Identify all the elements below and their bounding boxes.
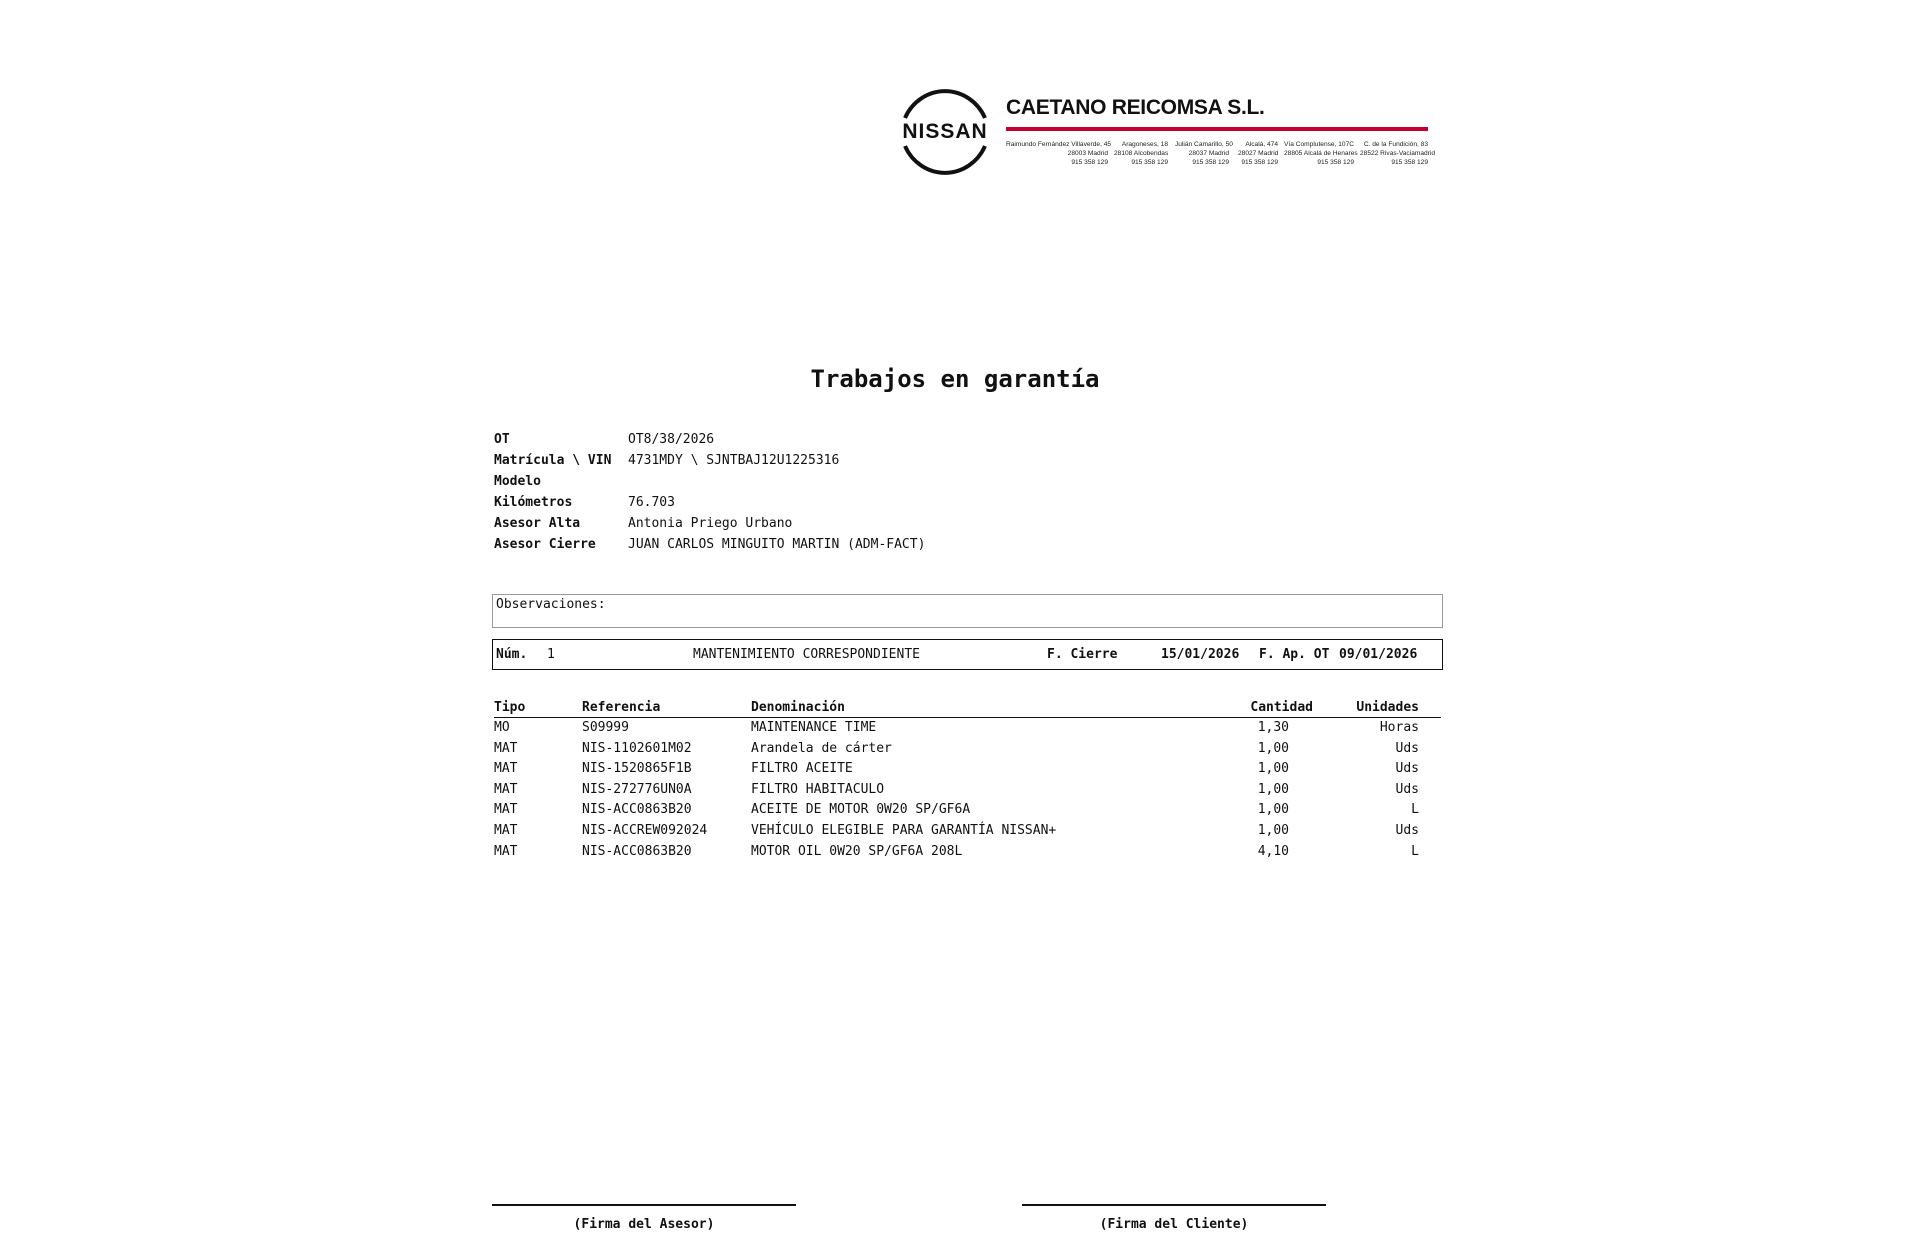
branch-address: [1175, 141, 1233, 167]
order-info: [494, 429, 925, 555]
cell-tipo: MAT: [494, 822, 518, 838]
cell-referencia: NIS-1102601M02: [582, 740, 692, 756]
branch-address: [1238, 141, 1278, 167]
info-label: Asesor Cierre: [494, 537, 596, 552]
advisor-signature-label: (Firma del Asesor): [573, 1217, 715, 1232]
table-row: [494, 800, 1441, 821]
work-description: MANTENIMIENTO CORRESPONDIENTE: [693, 647, 920, 662]
cell-denominacion: ACEITE DE MOTOR 0W20 SP/GF6A: [751, 802, 971, 818]
table-row: [494, 759, 1441, 780]
branch-phone: 915 358 129: [1241, 158, 1278, 166]
observations-box: [492, 594, 1443, 628]
cell-unidades: Uds: [1395, 761, 1419, 777]
branch-street: Raimundo Fernández Villaverde, 45: [1006, 141, 1112, 148]
cell-unidades: Uds: [1395, 740, 1419, 756]
observations-label: Observaciones:: [496, 597, 606, 612]
items-table: [494, 700, 1441, 862]
cell-unidades: L: [1411, 843, 1419, 859]
f-cierre-value: 15/01/2026: [1161, 647, 1240, 662]
cell-tipo: MAT: [494, 843, 518, 859]
info-row-asesor-alta: [494, 513, 925, 534]
cell-referencia: NIS-ACC0863B20: [582, 843, 692, 859]
branch-city: 28522 Rivas-Vaciamadrid: [1360, 149, 1436, 157]
header-tipo: Tipo: [494, 700, 526, 715]
cell-unidades: Uds: [1395, 822, 1419, 838]
work-num-label: Núm.: [496, 647, 528, 662]
f-ap-value: 09/01/2026: [1339, 647, 1418, 662]
cell-cantidad: 4,10: [1257, 843, 1289, 859]
cell-cantidad: 1,30: [1257, 720, 1289, 735]
cell-denominacion: MAINTENANCE TIME: [751, 720, 877, 735]
branch-city: 28805 Alcalá de Henares: [1284, 149, 1358, 157]
branch-city: 28037 Madrid: [1188, 149, 1229, 157]
cell-denominacion: FILTRO HABITACULO: [751, 781, 885, 797]
cell-tipo: MAT: [494, 761, 518, 777]
branch-street: Vía Complutense, 107C: [1284, 141, 1355, 148]
cell-cantidad: 1,00: [1257, 740, 1289, 756]
table-row: [494, 821, 1441, 842]
header-referencia: Referencia: [582, 700, 661, 715]
info-label: Modelo: [494, 474, 541, 489]
info-value: 4731MDY \ SJNTBAJ12U1225316: [628, 453, 840, 468]
branch-address: [1006, 141, 1112, 167]
info-label: Asesor Alta: [494, 516, 581, 531]
branch-phone: 915 358 129: [1131, 158, 1168, 166]
client-signature-line: [1022, 1204, 1326, 1206]
branch-phone: 915 358 129: [1192, 158, 1229, 166]
cell-unidades: Uds: [1395, 781, 1419, 797]
cell-tipo: MAT: [494, 802, 518, 818]
branch-street: C. de la Fundición, 83: [1363, 141, 1428, 148]
branch-phone: 915 358 129: [1391, 158, 1428, 166]
info-value: OT8/38/2026: [628, 432, 715, 447]
info-row-modelo: [494, 471, 925, 492]
branch-street: Aragoneses, 18: [1121, 141, 1168, 148]
table-row: [494, 842, 1441, 863]
branch-address: [1284, 141, 1358, 167]
info-value: Antonia Priego Urbano: [628, 516, 793, 531]
table-row: [494, 718, 1441, 739]
cell-cantidad: 1,00: [1257, 761, 1289, 777]
client-signature-label: (Firma del Cliente): [1099, 1217, 1249, 1232]
cell-denominacion: MOTOR OIL 0W20 SP/GF6A 208L: [751, 843, 963, 859]
info-value: JUAN CARLOS MINGUITO MARTIN (ADM-FACT): [628, 537, 926, 552]
header-cantidad: Cantidad: [1250, 700, 1313, 715]
f-cierre-label: F. Cierre: [1047, 647, 1118, 662]
branch-street: Julián Camarillo, 50: [1175, 141, 1233, 148]
info-row-ot: [494, 429, 925, 450]
info-label: Matrícula \ VIN: [494, 453, 612, 468]
info-row-asesor-cierre: [494, 534, 925, 555]
cell-referencia: NIS-1520865F1B: [582, 761, 692, 777]
cell-referencia: NIS-ACC0863B20: [582, 802, 692, 818]
work-num: 1: [547, 647, 555, 662]
cell-tipo: MAT: [494, 740, 518, 756]
advisor-signature-line: [492, 1204, 796, 1206]
header-unidades: Unidades: [1356, 700, 1419, 715]
table-row: [494, 739, 1441, 760]
branch-phone: 915 358 129: [1071, 158, 1108, 166]
cell-cantidad: 1,00: [1257, 822, 1289, 838]
f-ap-label: F. Ap. OT: [1259, 647, 1330, 662]
header-divider: [1006, 127, 1428, 131]
branch-address: [1114, 141, 1168, 167]
info-label: OT: [494, 432, 510, 447]
cell-tipo: MO: [494, 720, 510, 735]
cell-denominacion: FILTRO ACEITE: [751, 761, 853, 777]
info-row-matricula: [494, 450, 925, 471]
table-row: [494, 780, 1441, 801]
cell-unidades: Horas: [1379, 720, 1419, 735]
branch-city: 28108 Alcobendas: [1114, 149, 1169, 157]
branch-street: Alcalá, 474: [1245, 141, 1278, 148]
nissan-logo: [895, 74, 995, 190]
branch-city: 28027 Madrid: [1238, 149, 1279, 157]
logo-text: NISSAN: [902, 120, 988, 143]
document-title: Trabajos en garantía: [810, 365, 1100, 393]
branch-address: [1360, 141, 1436, 167]
header-denominacion: Denominación: [751, 700, 845, 715]
cell-referencia: NIS-ACCREW092024: [582, 822, 708, 838]
cell-unidades: L: [1411, 802, 1419, 818]
cell-referencia: S09999: [582, 720, 629, 735]
work-header-box: [492, 639, 1443, 670]
cell-denominacion: VEHÍCULO ELEGIBLE PARA GARANTÍA NISSAN+: [751, 822, 1057, 838]
info-label: Kilómetros: [494, 495, 573, 510]
cell-tipo: MAT: [494, 781, 518, 797]
info-row-kilometros: [494, 492, 925, 513]
cell-cantidad: 1,00: [1257, 781, 1289, 797]
cell-cantidad: 1,00: [1257, 802, 1289, 818]
info-value: 76.703: [628, 495, 675, 510]
table-header: [494, 700, 1441, 718]
cell-denominacion: Arandela de cárter: [751, 740, 892, 756]
cell-referencia: NIS-272776UN0A: [582, 781, 692, 797]
branch-city: 28003 Madrid: [1067, 149, 1108, 157]
company-name: CAETANO REICOMSA S.L.: [1006, 96, 1265, 119]
branch-phone: 915 358 129: [1317, 158, 1354, 166]
